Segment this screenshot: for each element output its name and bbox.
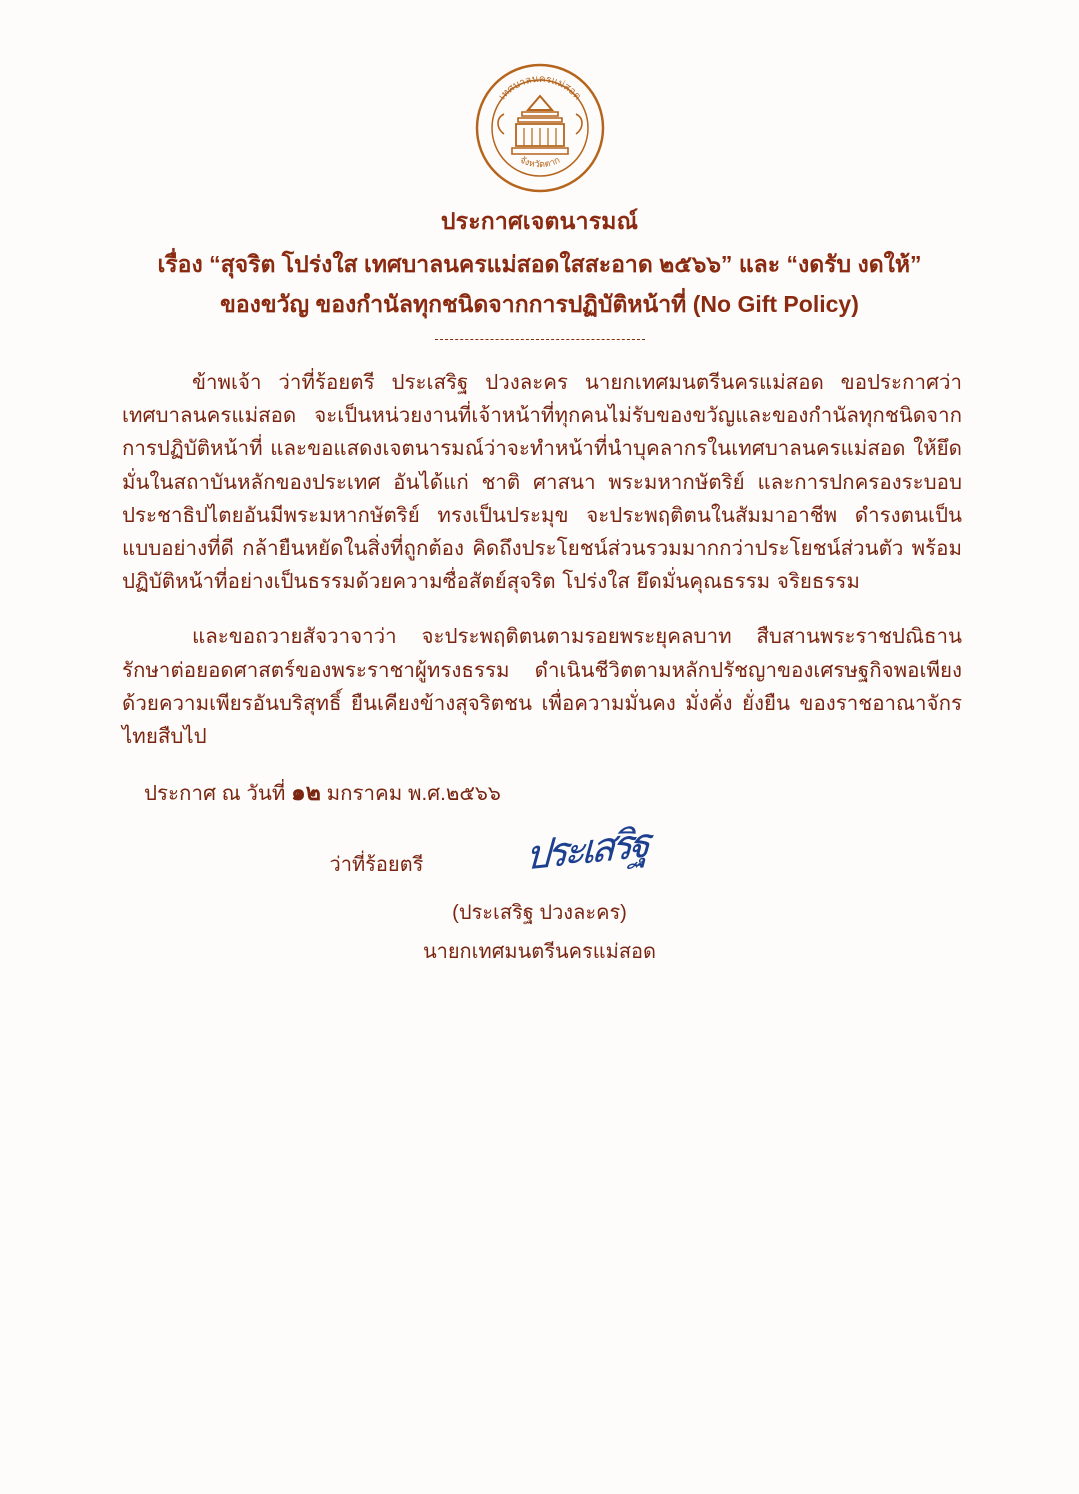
signature-rank: ว่าที่ร้อยตรี [329,854,424,876]
title-divider [435,339,645,340]
title-line-2: เรื่อง “สุจริต โปร่งใส เทศบาลนครแม่สอดใสสะอาด ๒๕๖๖” และ “งดรับ งดให้” [157,250,922,277]
signature-mark: ประเสริฐ [524,820,647,880]
svg-text:จังหวัดตาก: จังหวัดตาก [517,155,562,171]
signature-row [329,820,750,880]
municipality-seal-icon [474,62,606,194]
signature-name: (ประเสริฐ ปวงละคร) [452,902,627,924]
document-body [122,366,962,811]
document-title [0,204,1079,340]
body-paragraph-2: และขอถวายสัจวาจาว่า จะประพฤติตนตามรอยพระยุคลบาท สืบสานพระราชปณิธาน รักษาต่อยอดศาสตร์ของพระราชาผู้ทรงธรรม ดำเนินชีวิตตามหลักปรัชญาของเศรษฐกิจพอเพียง ด้วยความเพียรอันบริสุทธิ์ ยืนเคียงข้างสุจริตชน เพื่อความมั่นคง มั่งคั่ง ยั่งยืน ของราชอาณาจักรไทยสืบไป [122,625,962,749]
signature-position: นายกเทศมนตรีนครแม่สอด [422,941,657,963]
date-prefix: ประกาศ ณ วันที่ [144,782,286,806]
date-suffix: มกราคม พ.ศ.๒๕๖๖ [326,782,501,806]
date-day: ๑๒ [291,779,321,806]
svg-text:เทศบาลนครแม่สอด: เทศบาลนครแม่สอด [496,73,583,103]
body-paragraph-1: ข้าพเจ้า ว่าที่ร้อยตรี ประเสริฐ ปวงละคร นายกเทศมนตรีนครแม่สอด ขอประกาศว่า เทศบาลนครแม่สอด จะเป็นหน่วยงานที่เจ้าหน้าที่ทุกคนไม่รับของขวัญและของกำนัลทุกชนิดจากการปฏิบัติหน้าที่ และขอแสดงเจตนารมณ์ว่าจะทำหน้าที่นำบุคลากรในเทศบาลนครแม่สอด ให้ยึดมั่นในสถาบันหลักของประเทศ อันได้แก่ ชาติ ศาสนา พระมหากษัตริย์ และการปกครองระบอบประชาธิปไตยอันมีพระมหากษัตริย์ ทรงเป็นประมุข จะประพฤติตนในสัมมาอาชีพ ดำรงตนเป็นแบบอย่างที่ดี กล้ายืนหยัดในสิ่งที่ถูกต้อง คิดถึงประโยชน์ส่วนรวมมากกว่าประโยชน์ส่วนตัว พร้อมปฏิบัติหน้าที่อย่างเป็นธรรมด้วยความซื่อสัตย์สุจริต โปร่งใส ยึดมั่นคุณธรรม จริยธรรม [122,371,962,594]
signature-block [0,820,1079,967]
title-line-1: ประกาศเจตนารมณ์ [440,208,639,234]
title-line-3: ของขวัญ ของกำนัลทุกชนิดจากการปฏิบัติหน้าที่ (No Gift Policy) [220,291,859,318]
announcement-date [122,775,962,811]
emblem-container [0,62,1079,194]
